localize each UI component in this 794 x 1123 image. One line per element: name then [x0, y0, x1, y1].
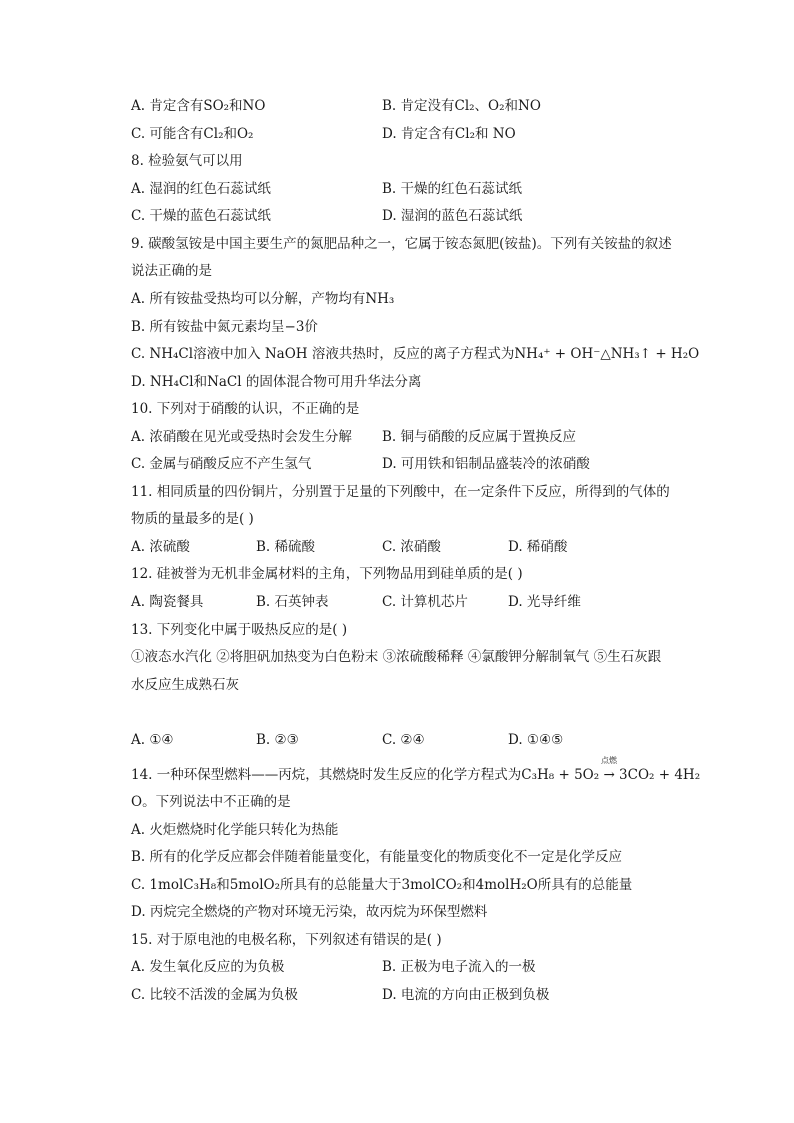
q13-items-line2: 水反应生成熟石灰: [131, 677, 239, 693]
q13-stem: 13. 下列变化中属于吸热反应的是( ): [131, 622, 348, 638]
q9-option-c: C. NH₄Cl溶液中加入 NaOH 溶液共热时，反应的离子方程式为NH₄⁺ + OH⁻△NH₃↑ + H₂O: [131, 346, 700, 362]
q7-option-b: B. 肯定没有Cl₂、O₂和NO: [382, 98, 541, 114]
q13-option-b: B. ②③: [256, 732, 299, 748]
q13-items-line1: ①液态水汽化 ②将胆矾加热变为白色粉末 ③浓硫酸稀释 ④氯酸钾分解制氧气 ⑤生石灰跟: [131, 649, 662, 665]
q8-stem: 8. 检验氨气可以用: [131, 153, 243, 169]
q10-option-d: D. 可用铁和铝制品盛装冷的浓硝酸: [382, 456, 590, 472]
q12-option-b: B. 石英钟表: [256, 594, 329, 610]
q8-option-b: B. 干燥的红色石蕊试纸: [382, 181, 523, 197]
q9-option-d: D. NH₄Cl和NaCl 的固体混合物可用升华法分离: [131, 374, 422, 390]
q9-option-b: B. 所有铵盐中氮元素均呈−3价: [131, 319, 318, 335]
q15-option-b: B. 正极为电子流入的一极: [382, 959, 536, 975]
q13-option-c: C. ②④: [382, 732, 425, 748]
q7-option-d: D. 肯定含有Cl₂和 NO: [382, 126, 516, 142]
q15-option-c: C. 比较不活泼的金属为负极: [131, 987, 298, 1003]
q15-option-d: D. 电流的方向由正极到负极: [382, 987, 550, 1003]
q12-option-a: A. 陶瓷餐具: [131, 594, 204, 610]
q11-option-c: C. 浓硝酸: [382, 539, 441, 555]
q12-stem: 12. 硅被誉为无机非金属材料的主角，下列物品用到硅单质的是( ): [131, 566, 523, 582]
q7-option-a: A. 肯定含有SO₂和NO: [131, 98, 266, 114]
q8-option-d: D. 湿润的蓝色石蕊试纸: [382, 208, 523, 224]
q8-option-a: A. 湿润的红色石蕊试纸: [131, 181, 271, 197]
q9-stem-line1: 9. 碳酸氢铵是中国主要生产的氮肥品种之一，它属于铵态氮肥(铵盐)。下列有关铵盐的叙述: [131, 236, 672, 252]
q14-option-c: C. 1molC₃H₈和5molO₂所具有的总能量大于3molCO₂和4molH₂O所具有的总能量: [131, 877, 633, 893]
q14-option-b: B. 所有的化学反应都会伴随着能量变化，有能量变化的物质变化不一定是化学反应: [131, 849, 623, 865]
q13-option-d: D. ①④⑤: [508, 732, 564, 748]
q12-option-d: D. 光导纤维: [508, 594, 581, 610]
q9-option-a: A. 所有铵盐受热均可以分解，产物均有NH₃: [131, 291, 395, 307]
q12-option-c: C. 计算机芯片: [382, 594, 468, 610]
q7-option-c: C. 可能含有Cl₂和O₂: [131, 126, 254, 142]
q14-option-a: A. 火炬燃烧时化学能只转化为热能: [131, 822, 339, 838]
q10-option-a: A. 浓硝酸在见光或受热时会发生分解: [131, 429, 352, 445]
q15-option-a: A. 发生氧化反应的为负极: [131, 959, 285, 975]
q11-option-d: D. 稀硝酸: [508, 539, 568, 555]
q10-option-c: C. 金属与硝酸反应不产生氢气: [131, 456, 312, 472]
q11-stem-line2: 物质的量最多的是( ): [131, 511, 254, 527]
q11-option-a: A. 浓硫酸: [131, 539, 190, 555]
q13-option-a: A. ①④: [131, 732, 174, 748]
q14-reaction-condition: 点燃: [601, 756, 617, 765]
q11-option-b: B. 稀硫酸: [256, 539, 316, 555]
q8-option-c: C. 干燥的蓝色石蕊试纸: [131, 208, 271, 224]
q15-stem: 15. 对于原电池的电极名称，下列叙述有错误的是( ): [131, 932, 442, 948]
q11-stem-line1: 11. 相同质量的四份铜片，分别置于足量的下列酸中，在一定条件下反应，所得到的气体的: [131, 484, 670, 500]
q10-stem: 10. 下列对于硝酸的认识，不正确的是: [131, 401, 360, 417]
q14-option-d: D. 丙烷完全燃烧的产物对环境无污染，故丙烷为环保型燃料: [131, 904, 488, 920]
q14-stem-line2: O。下列说法中不正确的是: [131, 794, 291, 810]
q10-option-b: B. 铜与硝酸的反应属于置换反应: [382, 429, 577, 445]
q14-stem-line1: 14. 一种环保型燃料——丙烷，其燃烧时发生反应的化学方程式为C₃H₈ + 5O₂ → 3CO₂ + 4H₂: [131, 767, 701, 783]
q9-stem-line2: 说法正确的是: [131, 263, 212, 279]
